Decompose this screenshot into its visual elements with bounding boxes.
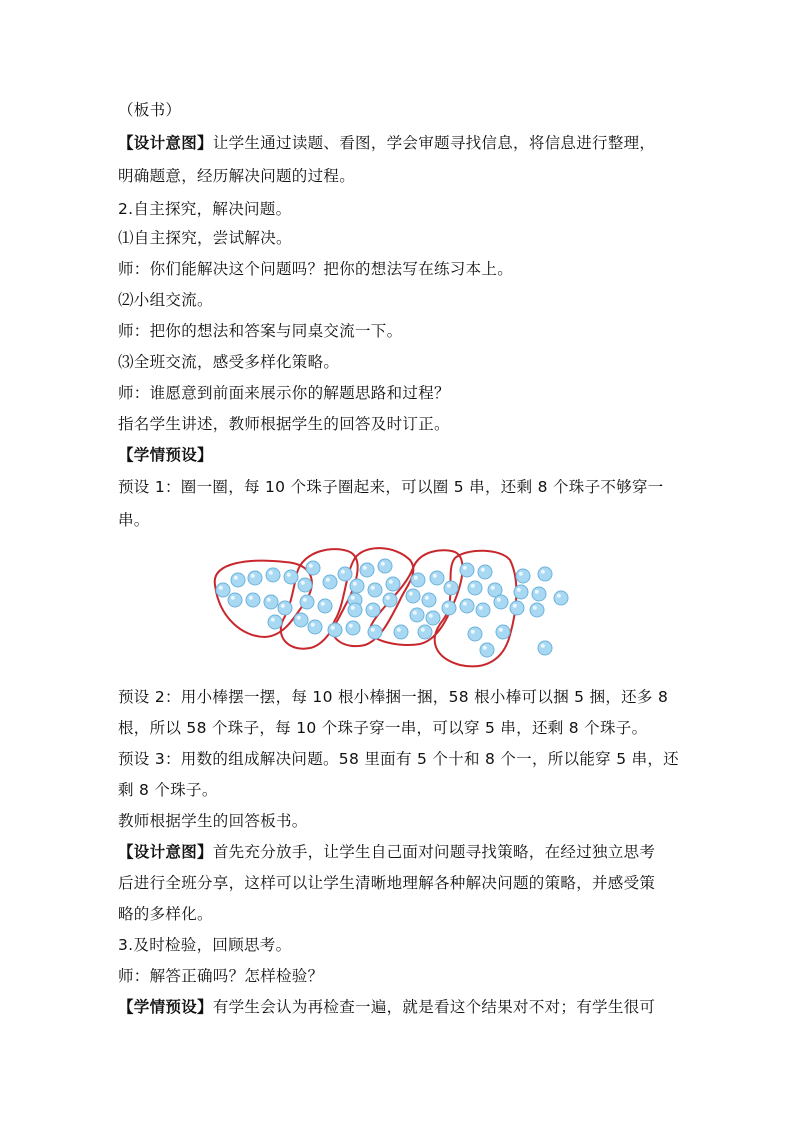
bead: [468, 627, 482, 641]
text-line: （板书）: [118, 101, 182, 119]
bead-highlight: [541, 644, 545, 648]
bead-highlight: [421, 628, 425, 632]
bead: [318, 599, 332, 613]
bead: [368, 625, 382, 639]
bead-highlight: [541, 570, 545, 574]
bead: [383, 593, 397, 607]
bead: [350, 579, 364, 593]
bead: [444, 581, 458, 595]
bead-highlight: [471, 630, 475, 634]
text-line: 预设 1：圈一圈，每 10 个珠子圈起来，可以圈 5 串，还剩 8 个珠子不够穿一: [118, 478, 664, 496]
bead-highlight: [371, 586, 375, 590]
bead-highlight: [479, 606, 483, 610]
text-line: 【设计意图】首先充分放手，让学生自己面对问题寻找策略，在经过独立思考: [118, 843, 656, 861]
bead-highlight: [533, 606, 537, 610]
bead-highlight: [349, 624, 353, 628]
bead-highlight: [414, 576, 418, 580]
bead-highlight: [463, 566, 467, 570]
bead: [266, 568, 280, 582]
bead-highlight: [301, 581, 305, 585]
bead-highlight: [557, 594, 561, 598]
bead: [264, 595, 278, 609]
bead: [514, 585, 528, 599]
text-line: 师：谁愿意到前面来展示你的解题思路和过程？: [118, 384, 450, 402]
text-line: 预设 2：用小棒摆一摆，每 10 根小棒捆一捆，58 根小棒可以捆 5 捆，还多 8: [118, 688, 669, 706]
bead-highlight: [331, 626, 335, 630]
bead-highlight: [499, 628, 503, 632]
bead: [480, 643, 494, 657]
bead: [360, 563, 374, 577]
bead: [294, 613, 308, 627]
bead: [298, 578, 312, 592]
bead-highlight: [321, 602, 325, 606]
bead: [284, 570, 298, 584]
bead-highlight: [471, 584, 475, 588]
bead: [368, 583, 382, 597]
bead-highlight: [463, 602, 467, 606]
text-line: 剩 8 个珠子。: [118, 781, 218, 799]
bead-highlight: [353, 582, 357, 586]
text-line: 【设计意图】让学生通过读题、看图，学会审题寻找信息，将信息进行整理，: [118, 134, 656, 152]
bead: [532, 587, 546, 601]
bead-highlight: [267, 598, 271, 602]
bead-highlight: [234, 576, 238, 580]
bead-highlight: [413, 611, 417, 615]
bead-highlight: [341, 570, 345, 574]
bead: [300, 595, 314, 609]
bead: [338, 567, 352, 581]
bead: [422, 593, 436, 607]
text-line: 串。: [118, 511, 150, 529]
bead-highlight: [513, 604, 517, 608]
bead-highlight: [497, 598, 501, 602]
bead-highlight: [287, 573, 291, 577]
bead: [430, 571, 444, 585]
bead: [308, 620, 322, 634]
bead: [510, 601, 524, 615]
bead: [306, 561, 320, 575]
bead: [494, 595, 508, 609]
bead-highlight: [309, 564, 313, 568]
text-line: 教师根据学生的回答板书。: [118, 812, 308, 830]
bead-highlight: [433, 574, 437, 578]
bead: [231, 573, 245, 587]
bead-highlight: [429, 614, 433, 618]
bead: [476, 603, 490, 617]
bead-highlight: [351, 596, 355, 600]
bead: [460, 563, 474, 577]
bead-highlight: [381, 562, 385, 566]
bead: [426, 611, 440, 625]
text-line: 师：把你的想法和答案与同桌交流一下。: [118, 322, 403, 340]
bead: [346, 621, 360, 635]
bead: [323, 575, 337, 589]
bead-highlight: [425, 596, 429, 600]
bead: [386, 577, 400, 591]
bead: [530, 603, 544, 617]
text-line: ⑶全班交流，感受多样化策略。: [118, 353, 340, 371]
text-line: 指名学生讲述，教师根据学生的回答及时订正。: [118, 415, 450, 433]
bead: [460, 599, 474, 613]
bead: [418, 625, 432, 639]
bead-highlight: [281, 604, 285, 608]
bead: [496, 625, 510, 639]
bead-highlight: [483, 646, 487, 650]
bead: [538, 567, 552, 581]
bead-highlight: [311, 623, 315, 627]
bead: [366, 603, 380, 617]
bead-highlight: [491, 586, 495, 590]
bead-highlight: [269, 571, 273, 575]
bead-highlight: [271, 618, 275, 622]
bead: [228, 593, 242, 607]
bead: [410, 608, 424, 622]
text-line: 明确题意，经历解决问题的过程。: [118, 167, 356, 185]
bead: [554, 591, 568, 605]
text-line: 2.自主探究，解决问题。: [118, 200, 292, 218]
bead-grouping-figure: [205, 540, 595, 675]
bead: [478, 565, 492, 579]
bead-highlight: [297, 616, 301, 620]
bead-highlight: [519, 572, 523, 576]
bead: [468, 581, 482, 595]
bead: [394, 625, 408, 639]
bead-highlight: [447, 584, 451, 588]
bead-highlight: [219, 586, 223, 590]
bead-highlight: [517, 588, 521, 592]
section-tag: 【设计意图】: [118, 134, 213, 152]
text-line: 略的多样化。: [118, 905, 213, 923]
bead-highlight: [389, 580, 393, 584]
bead: [328, 623, 342, 637]
text-line: 后进行全班分享，这样可以让学生清晰地理解各种解决问题的策略，并感受策: [118, 874, 656, 892]
text-line: 【学情预设】有学生会认为再检查一遍，就是看这个结果对不对；有学生很可: [118, 998, 656, 1016]
text-line: 师：你们能解决这个问题吗？把你的想法写在练习本上。: [118, 260, 514, 278]
bead-highlight: [409, 592, 413, 596]
bead: [216, 583, 230, 597]
bead: [248, 571, 262, 585]
bead-highlight: [386, 596, 390, 600]
section-tag: 【学情预设】: [118, 446, 213, 464]
bead: [348, 603, 362, 617]
text-line: 3.及时检验，回顾思考。: [118, 936, 292, 954]
bead-highlight: [231, 596, 235, 600]
bead: [411, 573, 425, 587]
bead-highlight: [351, 606, 355, 610]
text-line: 师：解答正确吗？怎样检验？: [118, 967, 324, 985]
section-tag: 【学情预设】: [118, 998, 213, 1016]
bead: [278, 601, 292, 615]
bead: [378, 559, 392, 573]
bead-highlight: [303, 598, 307, 602]
bead-highlight: [369, 606, 373, 610]
bead-highlight: [397, 628, 401, 632]
bead: [538, 641, 552, 655]
bead-highlight: [251, 574, 255, 578]
bead: [442, 601, 456, 615]
bead-highlight: [363, 566, 367, 570]
bead: [268, 615, 282, 629]
text-line: ⑴自主探究，尝试解决。: [118, 229, 292, 247]
text-line: [118, 445, 678, 465]
bead-highlight: [535, 590, 539, 594]
text-line: 预设 3：用数的组成解决问题。58 里面有 5 个十和 8 个一，所以能穿 5 串，还: [118, 750, 679, 768]
text-line: 根，所以 58 个珠子，每 10 个珠子穿一串，可以穿 5 串，还剩 8 个珠子。: [118, 719, 648, 737]
bead-highlight: [249, 596, 253, 600]
bead: [406, 589, 420, 603]
bead: [246, 593, 260, 607]
bead: [516, 569, 530, 583]
bead-highlight: [371, 628, 375, 632]
text-line: ⑵小组交流。: [118, 291, 213, 309]
bead-highlight: [481, 568, 485, 572]
section-tag: 【设计意图】: [118, 843, 213, 861]
bead-highlight: [445, 604, 449, 608]
bead-highlight: [326, 578, 330, 582]
